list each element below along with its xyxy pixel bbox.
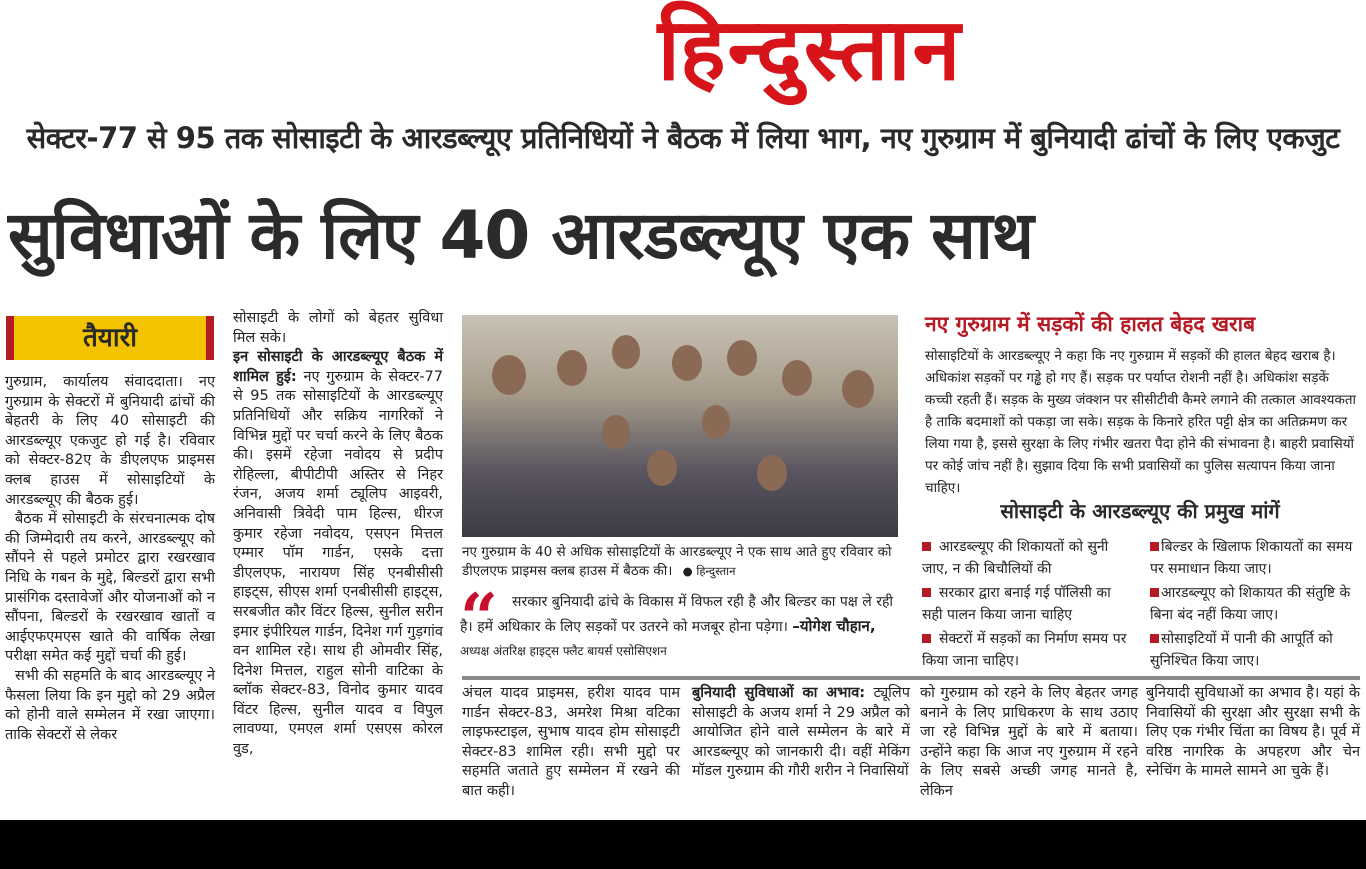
- masthead-logo: हिन्दुस्तान: [657, 0, 963, 100]
- group-photo: [462, 315, 898, 537]
- pull-quote: सरकार बुनियादी ढांचे के विकास में विफल रही है और बिल्डर का पक्ष ले रही है। हमें अधिकार के लिए सड़कों पर उतरने को मजबूर होना पड़ेगा। –योगेश चौहान, अध्यक्ष अंतरिक्ष हाइट्स फ्लैट बायर्स एसोसिएशन: [460, 594, 894, 658]
- demand-item: सरकार द्वारा बनाई गई पॉलिसी का सही पालन किया जाना चाहिए: [922, 585, 1111, 623]
- demand-item: सेक्टरों में सड़कों का निर्माण समय पर किया जाना चाहिए।: [922, 631, 1127, 669]
- paragraph: नए गुरुग्राम के सेक्टर-77 से 95 तक सोसाइटियों के आरडब्ल्यूए प्रतिनिधियों और सक्रिय नागरिकों ने विभिन्न मुद्दों पर चर्चा करने के लिए बैठक की। इसमें रहेजा नवोदय से प्रदीप रोहिल्ला, बीपीटीपी अस्तिर से निहर रंजन, अजय शर्मा ट्यूलिप आइवरी, अनिवासी त्रिवेदी पाम हिल्स, धीरज कुमार रहेजा नवोदय, एसएन मित्तल एम्मार पॉम गार्डन, एसके दत्ता डीएलएफ, नारायण सिंह एनबीसीसी हाइट्स, सीएस शर्मा एनबीसीसी हाइट्स, सरबजीत कौर विंटर हिल्स, सुनील सरीन इमार इंपीरियल गार्डन, दिनेश गर्ग गुड़गांव वन शामिल रहे। साथ ही ओमवीर सिंह, दिनेश मित्तल, राहुल सोनी वाटिका के ब्लॉक सेक्टर-83, विनोद कुमार यादव विंटर हिल्स, सुनील यादव व विपुल लावण्या, एमएल शर्मा एसएस कोरल वुड,: [233, 368, 444, 758]
- article-column-1: [5, 373, 215, 745]
- demands-heading: सोसाइटी के आरडब्ल्यूए की प्रमुख मांगें: [1000, 499, 1280, 523]
- demand-item: आरडब्ल्यूए को शिकायत की संतुष्टि के बिना बंद नहीं किया जाए।: [1150, 585, 1351, 623]
- subheadline: सेक्टर-77 से 95 तक सोसाइटी के आरडब्ल्यूए प्रतिनिधियों ने बैठक में लिया भाग, नए गुरुग्राम में बुनियादी ढांचों के लिए एकजुट: [26, 121, 1340, 155]
- roads-heading: नए गुरुग्राम में सड़कों की हालत बेहद खराब: [925, 312, 1256, 336]
- subhead: इन सोसाइटी के आरडब्ल्यूए बैठक में शामिल हुई:: [233, 349, 443, 385]
- article-column-2: [233, 309, 443, 760]
- quote-mark-icon: “: [460, 579, 498, 657]
- bottom-column-4: बुनियादी सुविधाओं का अभाव है। यहां के निवासियों की सुरक्षा और सुरक्षा सभी के लिए एक गंभीर चिंता का विषय है। पूर्व में वरिष्ठ नागरिक के अपहरण और चेन स्नेचिंग के मामले सामने आ चुके हैं।: [1146, 685, 1360, 780]
- bottom-column-2: बुनियादी सुविधाओं का अभाव: ट्यूलिप सोसाइटी के अजय शर्मा ने 29 अप्रैल को आयोजित होने वाले सम्मेलन के बारे में आरडब्ल्यूए को जानकारी दी। वहीं मेकिंग मॉडल गुरुग्राम की गौरी शरीन ने निवासियों: [692, 685, 910, 780]
- bullet-square-icon: [1150, 588, 1159, 597]
- quote-author-role: अध्यक्ष अंतरिक्ष हाइट्स फ्लैट बायर्स एसोसिएशन: [460, 644, 667, 658]
- headline: सुविधाओं के लिए 40 आरडब्ल्यूए एक साथ: [8, 197, 1033, 274]
- photo-credit: ● हिन्दुस्तान: [682, 564, 736, 578]
- bullet-square-icon: [1150, 634, 1159, 643]
- photo-caption: नए गुरुग्राम के 40 से अधिक सोसाइटियों के आरडब्ल्यूए ने एक साथ आते हुए रविवार को डीएलएफ प्राइमस क्लब हाउस में बैठक की। ● हिन्दुस्तान: [462, 544, 892, 579]
- paragraph: गुरुग्राम, कार्यालय संवाददाता। नए गुरुग्राम के सेक्टरों में बुनियादी ढांचों की बेहतरी के लिए 40 सोसाइटी की आरडब्ल्यूए एकजुट हो गई है। रविवार को सेक्टर-82ए के डीएलएफ प्राइमस क्लब हाउस में सोसाइटियों के आरडब्ल्यूए की बैठक हुई।: [5, 374, 215, 508]
- bullet-square-icon: [1150, 542, 1159, 551]
- section-tag: तैयारी: [6, 316, 214, 360]
- roads-text: सोसाइटियों के आरडब्ल्यूए ने कहा कि नए गुरुग्राम में सड़कों की हालत बेहद खराब है। अधिकांश सड़कों पर गड्ढे हो गए हैं। सड़क पर पर्याप्त रोशनी नहीं है। अधिकांश सड़कें कच्ची रहती हैं। सड़क के मुख्य जंक्शन पर सीसीटीवी कैमरे लगाने की तत्काल आवश्यकता है ताकि बदमाशों को पकड़ा जा सके। सड़क के किनारे हरित पट्टी क्षेत्र का अतिक्रमण कर लिया गया है, इससे सुरक्षा के लिए गंभीर खतरा पैदा होने की संभावना है। बाहरी प्रवासियों पर कोई जांच नहीं है। सुझाव दिया कि सभी प्रवासियों का पुलिस सत्यापन किया जाना चाहिए।: [925, 348, 1357, 496]
- subhead: बुनियादी सुविधाओं का अभाव:: [692, 685, 866, 701]
- bottom-black-bar: [0, 820, 1366, 869]
- paragraph: सोसाइटी के लोगों को बेहतर सुविधा मिल सके।: [233, 310, 443, 346]
- quote-author: –योगेश चौहान,: [792, 617, 876, 635]
- divider: [462, 676, 1360, 680]
- bullet-square-icon: [922, 588, 931, 597]
- demands-left-list: [922, 536, 1132, 672]
- bullet-square-icon: [922, 542, 931, 551]
- demand-item: आरडब्ल्यूए की शिकायतों को सुनी जाए, न की बिचौलियों की: [922, 539, 1109, 577]
- demand-item: सोसाइटियों में पानी की आपूर्ति को सुनिश्चित किया जाए।: [1150, 631, 1333, 669]
- bottom-column-1: अंचल यादव प्राइमस, हरीश यादव पाम गार्डन सेक्टर-83, अमरेश मिश्रा वटिका लाइफस्टाइल, सुभाष यादव होम सोसाइटी सेक्टर-83 शामिल रही। सभी मुद्दो पर सहमति जताते हुए सम्मेलन में रखने की बात कही।: [462, 685, 680, 799]
- bullet-square-icon: [922, 634, 931, 643]
- demands-right-list: [1150, 536, 1360, 672]
- paragraph: बैठक में सोसाइटी के संरचनात्मक दोष की जिम्मेदारी तय करने, आरडब्ल्यूए को सौंपने से पहले प्रमोटर द्वारा रखरखाव निधि के गबन के मुद्दे, बिल्डरों द्वारा सभी प्रासंगिक दस्तावेजों और योजनाओं को न सौंपना, बिल्डरों के रखरखाव खातों व आईएफएमएस खाते की वार्षिक लेखा परीक्षा समेत कई मुद्दों चर्चा की हुई।: [5, 511, 215, 665]
- paragraph: सभी की सहमति के बाद आरडब्ल्यूए ने फैसला लिया कि इन मुद्दो को 29 अप्रैल को होनी वाले सम्मेलन में रखा जाएगा। ताकि सेक्टरों से लेकर: [5, 667, 216, 743]
- bottom-column-3: को गुरुग्राम को रहने के लिए बेहतर जगह बनाने के लिए प्राधिकरण के साथ उठाए जा रहे विभिन्न मुद्दों के बारे में बताया। उन्होंने कहा कि आज नए गुरुग्राम में रहने के लिए सबसे अच्छी जगह मानते है, लेकिन: [920, 685, 1138, 799]
- demand-item: बिल्डर के खिलाफ शिकायतों का समय पर समाधान किया जाए।: [1150, 539, 1353, 577]
